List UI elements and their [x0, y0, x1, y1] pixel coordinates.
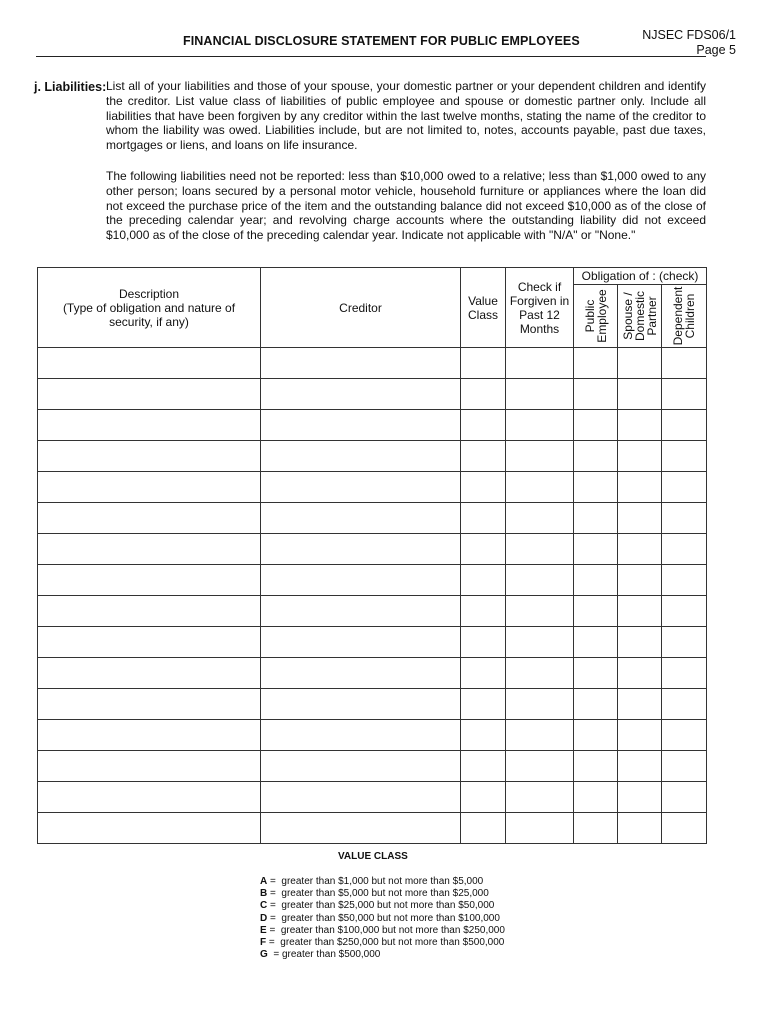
forgiven-checkbox[interactable]: [506, 689, 574, 720]
value-class-cell[interactable]: [461, 751, 506, 782]
table-row: [38, 348, 707, 379]
creditor-cell[interactable]: [261, 751, 461, 782]
description-cell[interactable]: [38, 596, 261, 627]
forgiven-checkbox[interactable]: [506, 379, 574, 410]
value-class-code: D: [260, 912, 268, 924]
instructions-paragraph-1: List all of your liabilities and those of your spouse, your domestic partner or your dependent children and identify the creditor. List value class of liabilities of public employee and spouse or domestic partner only. Include all liabilities that have been forgiven by any creditor within the last twelve months, stating the name of the creditor to whom the liability was owed. Liabilities include, but are not limited to, notes, accounts payable, past due taxes, mortgages or liens, and loans on life insurance.: [106, 79, 706, 153]
forgiven-checkbox[interactable]: [506, 813, 574, 844]
dependent-children-checkbox[interactable]: [662, 534, 707, 565]
dependent-children-header: Dependent Children: [662, 285, 707, 348]
value-class-item: [260, 913, 505, 925]
creditor-cell[interactable]: [261, 813, 461, 844]
description-cell[interactable]: [38, 627, 261, 658]
spouse-partner-checkbox[interactable]: [618, 596, 662, 627]
description-cell[interactable]: [38, 348, 261, 379]
forgiven-checkbox[interactable]: [506, 503, 574, 534]
creditor-cell[interactable]: [261, 534, 461, 565]
value-class-cell[interactable]: [461, 596, 506, 627]
forgiven-checkbox[interactable]: [506, 472, 574, 503]
forgiven-checkbox[interactable]: [506, 441, 574, 472]
table-row: [38, 441, 707, 472]
spouse-partner-checkbox[interactable]: [618, 720, 662, 751]
value-class-cell[interactable]: [461, 627, 506, 658]
liabilities-rows: [38, 348, 707, 844]
value-class-cell[interactable]: [461, 813, 506, 844]
table-row: [38, 534, 707, 565]
description-cell[interactable]: [38, 565, 261, 596]
description-cell[interactable]: [38, 813, 261, 844]
creditor-cell[interactable]: [261, 658, 461, 689]
creditor-cell[interactable]: [261, 441, 461, 472]
creditor-cell[interactable]: [261, 627, 461, 658]
table-row: [38, 658, 707, 689]
value-class-text: = greater than $500,000: [267, 949, 381, 961]
value-class-code: C: [260, 900, 268, 912]
value-class-item: [260, 876, 505, 888]
spouse-partner-checkbox[interactable]: [618, 627, 662, 658]
value-class-text: = greater than $50,000 but not more than $100,000: [267, 912, 500, 924]
value-class-code: A: [260, 876, 268, 887]
table-row: [38, 782, 707, 813]
value-class-header: Value Class: [461, 268, 506, 348]
dependent-children-checkbox[interactable]: [662, 689, 707, 720]
table-row: [38, 751, 707, 782]
description-cell[interactable]: [38, 379, 261, 410]
liabilities-table: [37, 267, 707, 844]
table-row: [38, 627, 707, 658]
table-row: [38, 596, 707, 627]
value-class-item: [260, 900, 505, 912]
value-class-cell[interactable]: [461, 441, 506, 472]
dependent-children-checkbox[interactable]: [662, 348, 707, 379]
spouse-partner-checkbox[interactable]: [618, 503, 662, 534]
value-class-text: = greater than $1,000 but not more than $5,000: [267, 876, 484, 887]
dependent-children-checkbox[interactable]: [662, 379, 707, 410]
page-number: Page 5: [696, 43, 736, 57]
forgiven-checkbox[interactable]: [506, 534, 574, 565]
creditor-cell[interactable]: [261, 596, 461, 627]
dependent-children-checkbox[interactable]: [662, 410, 707, 441]
public-employee-checkbox[interactable]: [574, 751, 618, 782]
section-label: j. Liabilities:: [34, 80, 107, 94]
spouse-partner-checkbox[interactable]: [618, 472, 662, 503]
description-cell[interactable]: [38, 658, 261, 689]
description-cell[interactable]: [38, 751, 261, 782]
description-cell[interactable]: [38, 472, 261, 503]
description-cell[interactable]: [38, 410, 261, 441]
creditor-cell[interactable]: [261, 379, 461, 410]
description-cell[interactable]: [38, 720, 261, 751]
dependent-children-checkbox[interactable]: [662, 503, 707, 534]
forgiven-header: Check if Forgiven in Past 12 Months: [506, 268, 574, 348]
value-class-cell[interactable]: [461, 379, 506, 410]
table-row: [38, 720, 707, 751]
form-code: NJSEC FDS06/1: [642, 28, 736, 42]
value-class-cell[interactable]: [461, 658, 506, 689]
public-employee-checkbox[interactable]: [574, 720, 618, 751]
table-row: [38, 503, 707, 534]
dependent-children-checkbox[interactable]: [662, 720, 707, 751]
value-class-cell[interactable]: [461, 782, 506, 813]
value-class-title: VALUE CLASS: [338, 851, 408, 862]
dependent-children-checkbox[interactable]: [662, 813, 707, 844]
value-class-text: = greater than $25,000 but not more than $50,000: [267, 900, 495, 912]
forgiven-checkbox[interactable]: [506, 782, 574, 813]
value-class-cell[interactable]: [461, 720, 506, 751]
form-title: FINANCIAL DISCLOSURE STATEMENT FOR PUBLIC EMPLOYEES: [183, 34, 580, 48]
public-employee-checkbox[interactable]: [574, 410, 618, 441]
description-cell[interactable]: [38, 782, 261, 813]
public-employee-checkbox[interactable]: [574, 689, 618, 720]
dependent-children-checkbox[interactable]: [662, 441, 707, 472]
instructions-paragraph-2: The following liabilities need not be reported: less than $10,000 owed to a relative; less than $1,000 owed to any other person; loans secured by a personal motor vehicle, household furniture or appliances where the loan did not exceed the purchase price of the item and the outstanding balance did not exceed $10,000 as of the close of the preceding calendar year; and revolving charge accounts where the outstanding liability did not exceed $10,000 as of the close of the preceding calendar year. Indicate not applicable with "N/A" or "None.": [106, 169, 706, 243]
dependent-children-checkbox[interactable]: [662, 658, 707, 689]
public-employee-checkbox[interactable]: [574, 472, 618, 503]
table-row: [38, 379, 707, 410]
value-class-cell[interactable]: [461, 503, 506, 534]
form-code-block: [642, 28, 736, 58]
description-header: Description (Type of obligation and nature of security, if any): [38, 268, 261, 348]
value-class-list: [260, 876, 505, 961]
dependent-children-checkbox[interactable]: [662, 565, 707, 596]
table-row: [38, 813, 707, 844]
dependent-children-checkbox[interactable]: [662, 596, 707, 627]
forgiven-checkbox[interactable]: [506, 596, 574, 627]
value-class-code: F: [260, 937, 267, 949]
value-class-code: B: [260, 888, 268, 900]
public-employee-checkbox[interactable]: [574, 534, 618, 565]
description-cell[interactable]: [38, 503, 261, 534]
forgiven-checkbox[interactable]: [506, 565, 574, 596]
public-employee-checkbox[interactable]: [574, 441, 618, 472]
spouse-partner-checkbox[interactable]: [618, 534, 662, 565]
value-class-item: [260, 949, 505, 961]
spouse-partner-header: Spouse / Domestic Partner: [618, 285, 662, 348]
public-employee-checkbox[interactable]: [574, 813, 618, 844]
forgiven-checkbox[interactable]: [506, 720, 574, 751]
value-class-text: = greater than $250,000 but not more than $500,000: [266, 937, 505, 949]
value-class-code: E: [260, 924, 267, 936]
creditor-cell[interactable]: [261, 565, 461, 596]
forgiven-checkbox[interactable]: [506, 627, 574, 658]
public-employee-checkbox[interactable]: [574, 596, 618, 627]
description-cell[interactable]: [38, 441, 261, 472]
value-class-cell[interactable]: [461, 472, 506, 503]
public-employee-header: Public Employee: [574, 285, 618, 348]
value-class-text: = greater than $100,000 but not more than $250,000: [266, 924, 505, 936]
spouse-partner-checkbox[interactable]: [618, 689, 662, 720]
spouse-partner-checkbox[interactable]: [618, 410, 662, 441]
creditor-cell[interactable]: [261, 720, 461, 751]
public-employee-checkbox[interactable]: [574, 503, 618, 534]
creditor-cell[interactable]: [261, 782, 461, 813]
obligation-header: Obligation of : (check): [574, 268, 707, 285]
spouse-partner-checkbox[interactable]: [618, 441, 662, 472]
public-employee-checkbox[interactable]: [574, 565, 618, 596]
dependent-children-checkbox[interactable]: [662, 472, 707, 503]
value-class-item: [260, 937, 505, 949]
header-divider: [36, 56, 706, 57]
description-cell[interactable]: [38, 534, 261, 565]
value-class-cell[interactable]: [461, 534, 506, 565]
dependent-children-checkbox[interactable]: [662, 627, 707, 658]
forgiven-checkbox[interactable]: [506, 348, 574, 379]
forgiven-checkbox[interactable]: [506, 658, 574, 689]
value-class-cell[interactable]: [461, 348, 506, 379]
creditor-header: Creditor: [261, 268, 461, 348]
forgiven-checkbox[interactable]: [506, 751, 574, 782]
table-row: [38, 410, 707, 441]
spouse-partner-checkbox[interactable]: [618, 782, 662, 813]
table-row: [38, 565, 707, 596]
value-class-cell[interactable]: [461, 410, 506, 441]
spouse-partner-checkbox[interactable]: [618, 658, 662, 689]
creditor-cell[interactable]: [261, 503, 461, 534]
value-class-item: [260, 925, 505, 937]
public-employee-checkbox[interactable]: [574, 782, 618, 813]
spouse-partner-checkbox[interactable]: [618, 813, 662, 844]
description-cell[interactable]: [38, 689, 261, 720]
dependent-children-checkbox[interactable]: [662, 782, 707, 813]
public-employee-checkbox[interactable]: [574, 627, 618, 658]
spouse-partner-checkbox[interactable]: [618, 751, 662, 782]
creditor-cell[interactable]: [261, 348, 461, 379]
spouse-partner-checkbox[interactable]: [618, 348, 662, 379]
value-class-text: = greater than $5,000 but not more than $25,000: [267, 888, 489, 900]
spouse-partner-checkbox[interactable]: [618, 565, 662, 596]
public-employee-checkbox[interactable]: [574, 379, 618, 410]
forgiven-checkbox[interactable]: [506, 410, 574, 441]
public-employee-checkbox[interactable]: [574, 658, 618, 689]
table-row: [38, 689, 707, 720]
value-class-item: [260, 888, 505, 900]
spouse-partner-checkbox[interactable]: [618, 379, 662, 410]
creditor-cell[interactable]: [261, 689, 461, 720]
public-employee-checkbox[interactable]: [574, 348, 618, 379]
creditor-cell[interactable]: [261, 472, 461, 503]
dependent-children-checkbox[interactable]: [662, 751, 707, 782]
table-row: [38, 472, 707, 503]
value-class-cell[interactable]: [461, 689, 506, 720]
value-class-cell[interactable]: [461, 565, 506, 596]
value-class-code: G: [260, 949, 268, 961]
creditor-cell[interactable]: [261, 410, 461, 441]
